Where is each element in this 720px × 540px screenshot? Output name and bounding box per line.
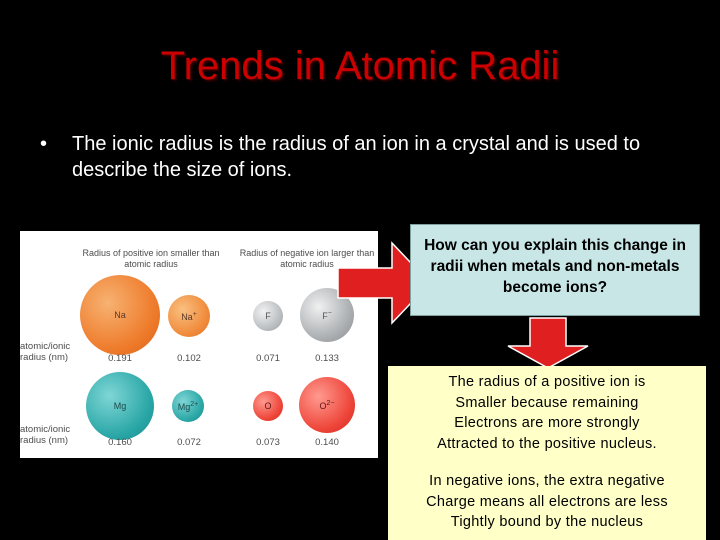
mg-atom-radius: 0.160	[108, 437, 132, 448]
answer-line: Smaller because remaining	[455, 394, 639, 411]
row-label-2: atomic/ionic radius (nm)	[20, 424, 71, 446]
bullet-icon: •	[40, 133, 48, 155]
f-ion-radius: 0.133	[315, 353, 339, 364]
na-ion-symbol: Na+	[181, 310, 197, 322]
na-ion-radius: 0.102	[177, 353, 201, 364]
header-positive: Radius of positive ion smaller than atomic radius	[82, 248, 220, 269]
o-ion-radius: 0.140	[315, 437, 339, 448]
answer-callout	[388, 366, 706, 540]
f-atom-symbol: F	[265, 311, 271, 321]
mg-atom-symbol: Mg	[113, 401, 127, 411]
header-negative: Radius of negative ion larger than atomic radius	[239, 248, 375, 269]
row-label-1: atomic/ionic radius (nm)	[20, 341, 71, 363]
answer-line: Tightly bound by the nucleus	[450, 514, 644, 530]
answer-line: In negative ions, the extra negative	[429, 473, 665, 489]
na-atom-symbol: Na	[114, 310, 126, 320]
o-ion-symbol: $O^{2-}$	[319, 399, 335, 411]
mg-ion-radius: 0.072	[177, 437, 201, 448]
answer-line: Electrons are more strongly	[454, 415, 640, 431]
down-arrow-icon	[508, 318, 588, 368]
answer-spacer	[388, 454, 706, 471]
o-atom-radius: 0.073	[256, 437, 280, 448]
o-atom-symbol: O	[264, 401, 272, 411]
mg-ion-symbol: $Mg^{2+}$	[177, 400, 199, 412]
f-ion-symbol: F−	[322, 309, 332, 321]
bullet-text: The ionic radius is the radius of an ion in a crystal and is used to describe the size of ions.	[72, 133, 641, 181]
answer-line: Charge means all electrons are less	[426, 493, 668, 510]
f-atom-radius: 0.071	[256, 353, 280, 364]
question-callout: How can you explain this change in radii when metals and non-metals become ions?	[410, 224, 700, 316]
answer-line: Attracted to the positive nucleus.	[437, 435, 657, 452]
slide-title: Trends in Atomic Radii	[160, 44, 560, 88]
na-atom-radius: 0.191	[108, 353, 132, 364]
answer-line: The radius of a positive ion is	[448, 374, 646, 390]
